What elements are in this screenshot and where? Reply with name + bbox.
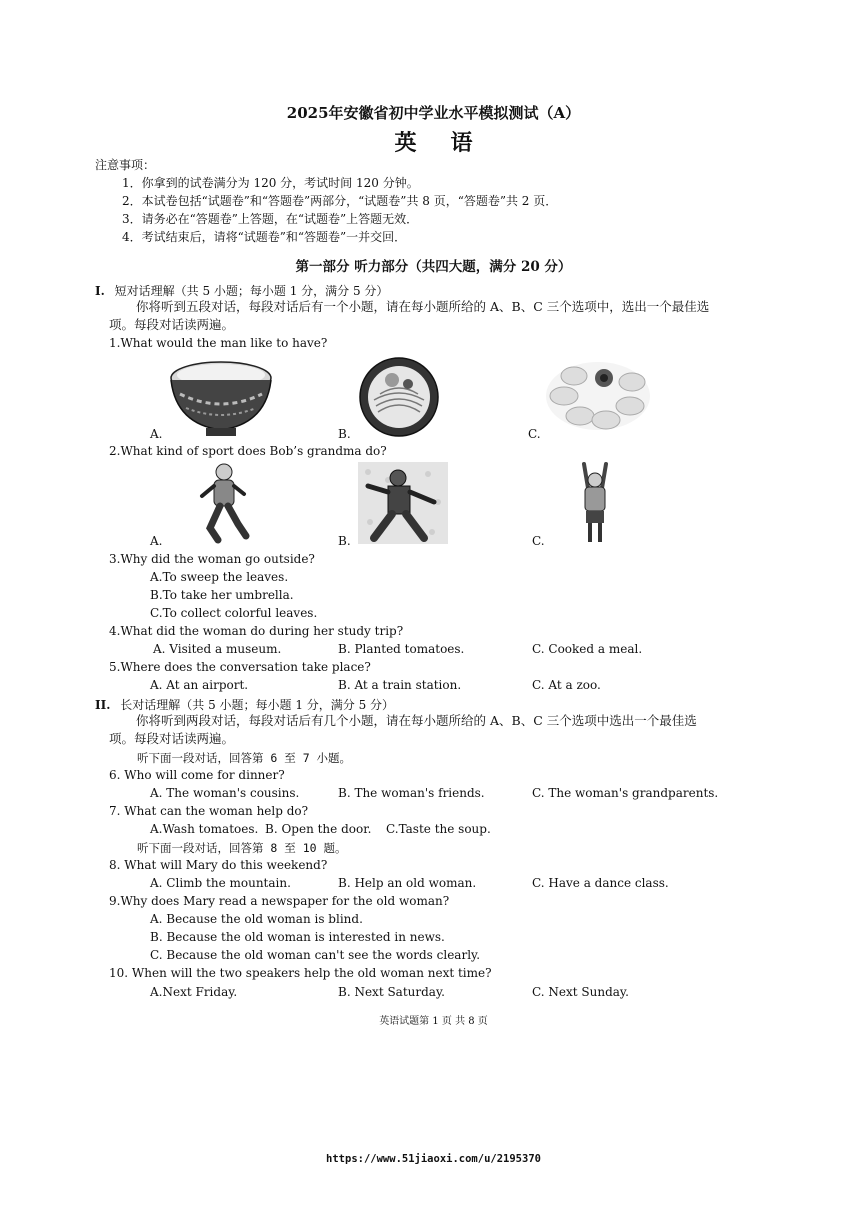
section-1-score: （共 5 小题；每小题 1 分，满分 5 分） [174,284,389,298]
q1-option-b: B. [338,427,351,441]
question-2: 2.What kind of sport does Bob’s grandma do? [109,444,387,458]
q3-option-b: B.To take her umbrella. [150,588,294,602]
q8-option-a: A. Climb the mountain. [150,876,291,890]
section-1-instruction: 你将听到五段对话，每段对话后有一个小题，请在每小题所给的 A、B、C 三个选项中，选出一个最佳选项。每段对话读两遍。 [109,299,710,332]
note-item-2: 2．本试卷包括“试题卷”和“答题卷”两部分，“试题卷”共 8 页，“答题卷”共 2 页． [122,194,558,208]
q3-option-a: A.To sweep the leaves. [150,570,289,584]
q4-option-b: B. Planted tomatoes. [338,642,465,656]
q1-option-c: C. [528,427,541,441]
question-3: 3.Why did the woman go outside? [109,552,315,566]
q2-option-b: B. [338,534,351,548]
q8-option-c: C. Have a dance class. [532,876,669,890]
q6-option-a: A. The woman's cousins. [150,786,300,800]
question-8: 8. What will Mary do this weekend? [109,858,328,872]
question-9: 9.Why does Mary read a newspaper for the old woman? [109,894,450,908]
part-one-title: 第一部分 听力部分（共四大题，满分 20 分） [295,259,572,275]
question-7: 7. What can the woman help do? [109,804,309,818]
q10-option-b: B. Next Saturday. [338,985,445,999]
notes-heading: 注意事项： [95,158,156,172]
section-2-note-2: 听下面一段对话，回答第 8 至 10 题。 [137,841,347,855]
question-6: 6. Who will come for dinner? [109,768,285,782]
question-4: 4.What did the woman do during her study trip? [109,624,404,638]
q4-option-a: A. Visited a museum. [153,642,282,656]
q1-option-a: A. [150,427,163,441]
note-item-1: 1．你拿到的试卷满分为 120 分，考试时间 120 分钟。 [122,176,419,190]
dumplings-icon [544,356,652,434]
q3-option-c: C.To collect colorful leaves. [150,606,318,620]
question-5: 5.Where does the conversation take place? [109,660,371,674]
q6-option-c: C. The woman's grandparents. [532,786,719,800]
exam-title: 2025年安徽省初中学业水平模拟测试（A） [286,104,581,122]
q9-option-b: B. Because the old woman is interested in news. [150,930,445,944]
question-1: 1.What would the man like to have? [109,336,328,350]
section-1-name: 短对话理解 [114,284,175,298]
section-2-label: II. [95,698,111,712]
section-2-heading [95,696,394,713]
q6-option-b: B. The woman's friends. [338,786,485,800]
watermark-url: https://www.51jiaoxi.com/u/2195370 [326,1153,541,1165]
taichi-grandma-icon [358,462,448,544]
q4-option-c: C. Cooked a meal. [532,642,643,656]
q5-option-a: A. At an airport. [150,678,249,692]
question-10: 10. When will the two speakers help the old woman next time? [109,966,492,980]
section-2-instruction: 你将听到两段对话，每段对话后有几个小题，请在每小题所给的 A、B、C 三个选项中选出一个最佳选项。每段对话读两遍。 [109,713,697,746]
page-footer: 英语试题第 1 页 共 8 页 [379,1016,488,1027]
section-1-heading [95,282,388,299]
section-2-score: （共 5 小题；每小题 1 分，满分 5 分） [180,698,395,712]
q2-option-a: A. [150,534,163,548]
note-item-3: 3．请务必在“答题卷”上答题，在“试题卷”上答题无效． [122,212,419,226]
note-item-4: 4．考试结束后，请将“试题卷”和“答题卷”一并交回． [122,230,407,244]
q2-option-c: C. [532,534,545,548]
q9-option-c: C. Because the old woman can't see the words clearly. [150,948,481,962]
noodle-bowl-icon [358,356,440,438]
q9-option-a: A. Because the old woman is blind. [150,912,363,926]
q10-option-a: A.Next Friday. [150,985,238,999]
section-2-note-1: 听下面一段对话，回答第 6 至 7 小题。 [137,751,352,765]
rice-bowl-icon [168,358,274,440]
running-grandma-icon [196,462,252,544]
subject-title: 英语 [394,130,507,156]
q8-option-b: B. Help an old woman. [338,876,477,890]
q7-option-b: B. Open the door. [265,822,372,836]
q7-option-a: A.Wash tomatoes. [150,822,259,836]
q7-option-c: C.Taste the soup. [386,822,491,836]
q10-option-c: C. Next Sunday. [532,985,629,999]
q5-option-c: C. At a zoo. [532,678,601,692]
stretching-grandma-icon [578,460,612,544]
section-2-name: 长对话理解 [120,698,181,712]
section-1-label: I. [95,284,105,298]
q5-option-b: B. At a train station. [338,678,462,692]
